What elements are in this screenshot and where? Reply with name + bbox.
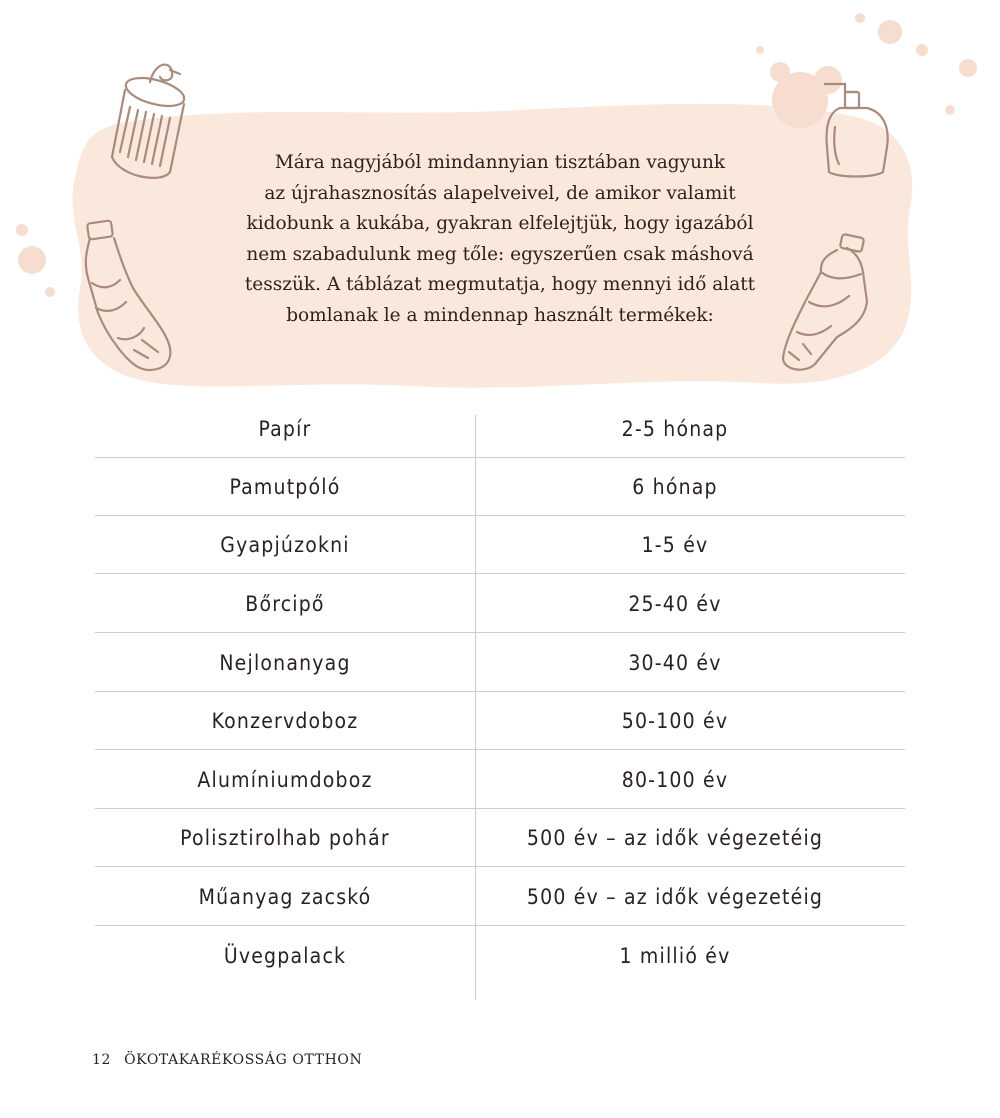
material-cell: Bőrcipő (245, 592, 325, 616)
table-row (95, 927, 905, 985)
tin-can-icon (100, 52, 200, 192)
page-footer (92, 1052, 362, 1068)
plastic-bottle-icon (78, 218, 178, 378)
table-row (95, 634, 905, 692)
decomposition-time-cell: 1 millió év (619, 944, 731, 968)
page-number: 12 (92, 1052, 112, 1068)
material-cell: Nejlonanyag (219, 651, 351, 675)
row-divider (95, 573, 905, 574)
material-cell: Műanyag zacskó (198, 885, 372, 909)
row-divider (95, 925, 905, 926)
table-row (95, 751, 905, 809)
table-row (95, 575, 905, 633)
intro-line: tesszük. A táblázat megmutatja, hogy mennyi idő alatt (244, 274, 756, 295)
material-cell: Pamutpóló (229, 475, 341, 499)
row-divider (95, 632, 905, 633)
book-title: ÖKOTAKARÉKOSSÁG OTTHON (124, 1052, 363, 1068)
table-row (95, 868, 905, 926)
material-cell: Alumíniumdoboz (197, 768, 373, 792)
decomposition-time-cell: 500 év – az idők végezetéig (526, 885, 824, 909)
soap-dispenser-icon (815, 72, 900, 182)
intro-line: bomlanak le a mindennap használt termékek: (286, 304, 714, 326)
table-row (95, 692, 905, 750)
decomposition-time-cell: 25-40 év (628, 592, 722, 616)
table-row (95, 516, 905, 574)
material-cell: Gyapjúzokni (220, 533, 350, 557)
material-cell: Papír (258, 417, 312, 441)
decomposition-time-cell: 500 év – az idők végezetéig (526, 826, 824, 850)
decomposition-time-cell: 50-100 év (621, 709, 729, 733)
table-row (95, 809, 905, 867)
table-row (95, 400, 905, 458)
paint-splatter (10, 200, 70, 310)
decomposition-time-cell: 2-5 hónap (621, 417, 729, 441)
decomposition-time-cell: 6 hónap (632, 475, 718, 499)
material-cell: Konzervdoboz (211, 709, 359, 733)
row-divider (95, 749, 905, 750)
decomposition-time-cell: 1-5 év (641, 533, 709, 557)
decomposition-time-cell: 30-40 év (628, 651, 722, 675)
material-cell: Üvegpalack (223, 944, 347, 968)
material-cell: Polisztirolhab pohár (180, 826, 390, 850)
intro-line: Mára nagyjából mindannyian tisztában vagyunk (274, 152, 726, 173)
table-row (95, 458, 905, 516)
decomposition-time-cell: 80-100 év (621, 768, 729, 792)
intro-paragraph (200, 148, 800, 331)
intro-line: nem szabadulunk meg tőle: egyszerűen csak máshová (246, 243, 754, 265)
row-divider (95, 866, 905, 867)
intro-line: az újrahasznosítás alapelveivel, de amikor valamit (264, 182, 736, 204)
intro-line: kidobunk a kukába, gyakran elfelejtjük, hogy igazából (246, 213, 754, 234)
